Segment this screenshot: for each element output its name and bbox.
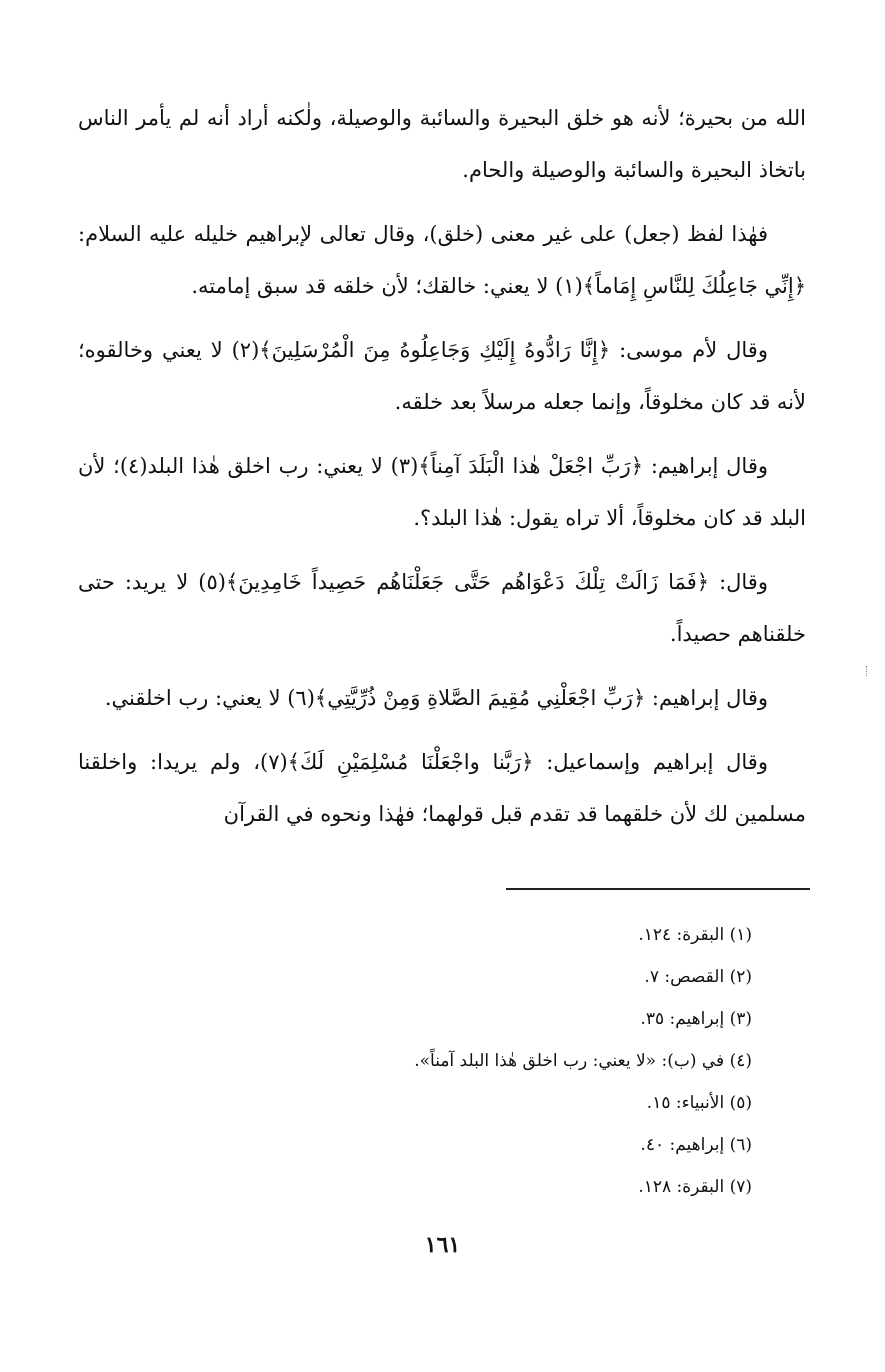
footnotes: [300, 914, 752, 1208]
footnote-3: (٣) إبراهيم: ٣٥.: [640, 1009, 752, 1029]
scan-speck: [866, 666, 869, 676]
main-text: [78, 92, 806, 852]
paragraph-6: وقال إبراهيم: ﴿رَبِّ اجْعَلْنِي مُقِيمَ الصَّلاةِ وَمِنْ ذُرِّيَّتِي﴾(٦) لا يعني: رب اخلقني.: [104, 686, 768, 710]
paragraph-4: وقال إبراهيم: ﴿رَبِّ اجْعَلْ هٰذا الْبَلَدَ آمِناً﴾(٣) لا يعني: رب اخلق هٰذا البلد(٤)؛ لأن البلد قد كان مخلوقاً، ألا تراه يقول: هٰذا البلد؟.: [78, 454, 806, 530]
footnote-2: (٢) القصص: ٧.: [644, 967, 752, 987]
paragraph-1: الله من بحيرة؛ لأنه هو خلق البحيرة والسائبة والوصيلة، ولٰكنه أراد أنه لم يأمر الناس باتخاذ البحيرة والسائبة والوصيلة والحام.: [78, 106, 806, 182]
footnote-4: (٤) في (ب): «لا يعني: رب اخلق هٰذا البلد آمناً».: [414, 1051, 752, 1071]
footnote-1: (١) البقرة: ١٢٤.: [638, 925, 752, 945]
paragraph-5: وقال: ﴿فَمَا زَالَتْ تِلْكَ دَعْوَاهُم حَتَّى جَعَلْنَاهُم حَصِيداً خَامِدِينَ﴾(٥) لا يريد: حتى خلقناهم حصيداً.: [78, 570, 806, 646]
paragraph-2: فهٰذا لفظ (جعل) على غير معنى (خلق)، وقال تعالى لإبراهيم خليله عليه السلام: ﴿إِنِّي جَاعِلُكَ لِلنَّاسِ إِمَاماً﴾(١) لا يعني: خالقك؛ لأن خلقه قد سبق إمامته.: [78, 222, 806, 298]
footnote-divider: [506, 888, 810, 890]
page-number: ١٦١: [424, 1232, 461, 1258]
footnote-5: (٥) الأنبياء: ١٥.: [646, 1093, 752, 1113]
paragraph-3: وقال لأم موسى: ﴿إِنَّا رَادُّوهُ إِلَيْكِ وَجَاعِلُوهُ مِنَ الْمُرْسَلِينَ﴾(٢) لا يعني وخالقوه؛ لأنه قد كان مخلوقاً، وإنما جعله مرسلاً بعد خلقه.: [78, 338, 806, 414]
footnote-7: (٧) البقرة: ١٢٨.: [638, 1177, 752, 1197]
paragraph-7: وقال إبراهيم وإسماعيل: ﴿رَبَّنا واجْعَلْنَا مُسْلِمَيْنِ لَكَ﴾(٧)، ولم يريدا: واخلقنا مسلمين لك لأن خلقهما قد تقدم قبل قولهما؛ فهٰذا ونحوه في القرآن: [78, 750, 806, 826]
footnote-6: (٦) إبراهيم: ٤٠.: [640, 1135, 752, 1155]
